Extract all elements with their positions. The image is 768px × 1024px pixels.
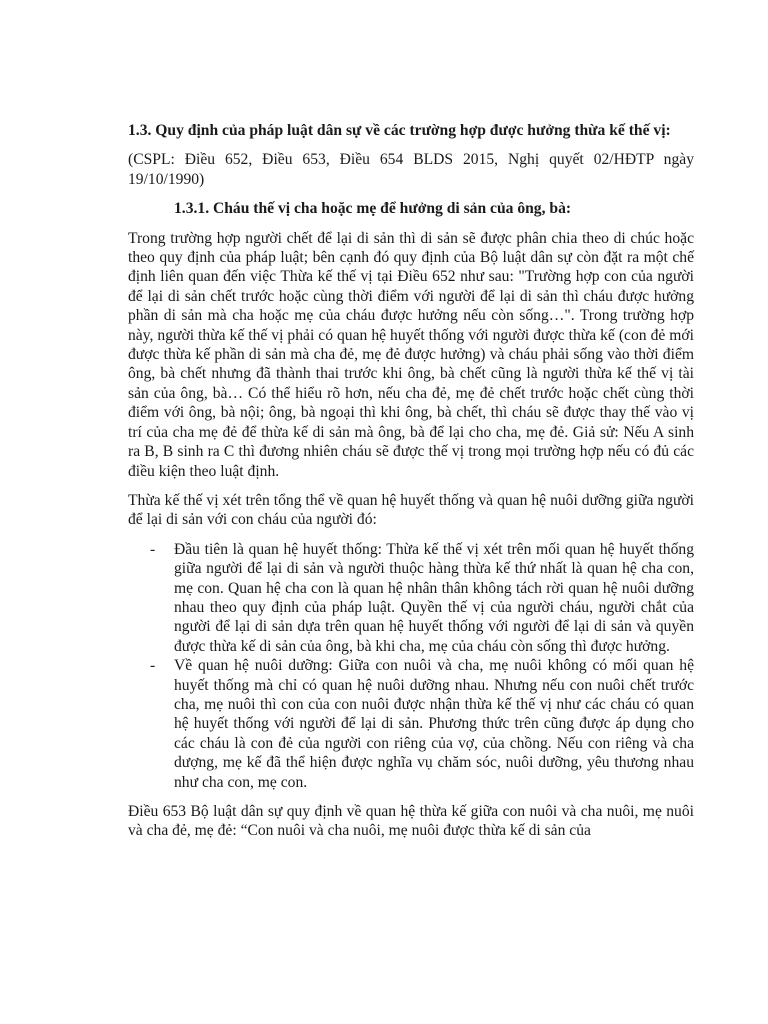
document-page — [128, 121, 694, 851]
list-bullet: - — [150, 540, 156, 558]
relationship-list — [128, 540, 694, 792]
list-item — [128, 656, 694, 792]
body-paragraph-1: Trong trường hợp người chết để lại di sản thì di sản sẽ được phân chia theo di chúc hoặc theo quy định của pháp luật; bên cạnh đó quy định của Bộ luật dân sự còn đặt ra một chế định liên quan đến việc Thừa kế thế vị tại Điều 652 như sau: "Trường hợp con của người để lại di sản chết trước hoặc cùng thời điểm với người để lại di sản thì cháu được hưởng phần di sản mà cha hoặc mẹ của cháu được hưởng nếu còn sống…". Trong trường hợp này, người thừa kế thế vị phải có quan hệ huyết thống với người được thừa kế (con đẻ mới được thừa kế phần di sản mà cha đẻ, mẹ đẻ được hưởng) và cháu phải sống vào thời điểm ông, bà chết nhưng đã thành thai trước khi ông, bà chết cũng là người thừa kế thế vị tài sản của ông, bà… Có thể hiểu rõ hơn, nếu cha đẻ, mẹ đẻ chết trước hoặc chết cùng thời điểm với ông, bà nội; ông, bà ngoại thì khi ông, bà chết, thì cháu sẽ được thay thế vào vị trí của cha mẹ đẻ để thừa kế di sản mà ông, bà để lại cho cha, mẹ đẻ. Giả sử: Nếu A sinh ra B, B sinh ra C thì đương nhiên cháu sẽ được thế vị trong mọi trường hợp nếu có đủ các điều kiện theo luật định. — [128, 229, 694, 480]
subsection-heading: 1.3.1. Cháu thế vị cha hoặc mẹ để hưởng di sản của ông, bà: — [174, 200, 572, 218]
section-heading: 1.3. Quy định của pháp luật dân sự về các trường hợp được hưởng thừa kế thế vị: — [128, 122, 671, 139]
legal-basis-note: (CSPL: Điều 652, Điều 653, Điều 654 BLDS 2015, Nghị quyết 02/HĐTP ngày 19/10/1990) — [128, 151, 694, 188]
list-bullet: - — [150, 657, 156, 675]
list-item-text: Đầu tiên là quan hệ huyết thống: Thừa kế thế vị xét trên mối quan hệ huyết thống giữa người để lại di sản và người thuộc hàng thừa kế thứ nhất là quan hệ cha con, mẹ con. Quan hệ cha con là quan hệ nhân thân không tách rời quan hệ nuôi dưỡng nhau theo quy định của pháp luật. Quyền thế vị của người cháu, người chắt của người để lại di sản dựa trên quan hệ huyết thống với người để lại di sản và quyền được thừa kế di sản của ông, bà khi cha, mẹ của cháu còn sống thì được hưởng. — [174, 540, 694, 655]
body-paragraph-3: Điều 653 Bộ luật dân sự quy định về quan hệ thừa kế giữa con nuôi và cha nuôi, mẹ nuôi và cha đẻ, mẹ đẻ: “Con nuôi và cha nuôi, mẹ nuôi được thừa kế di sản của — [128, 803, 694, 840]
body-paragraph-2: Thừa kế thế vị xét trên tổng thể về quan hệ huyết thống và quan hệ nuôi dưỡng giữa người để lại di sản với con cháu của người đó: — [128, 491, 694, 529]
list-item — [128, 540, 694, 656]
list-item-text: Về quan hệ nuôi dưỡng: Giữa con nuôi và cha, mẹ nuôi không có mối quan hệ huyết thống mà chỉ có quan hệ nuôi dưỡng nhau. Nhưng nếu con nuôi chết trước cha, mẹ nuôi thì con của con nuôi được nhận thừa kế thế vị như các cháu có quan hệ huyết thống với người để lại di sản. Phương thức trên cũng được áp dụng cho các cháu là con đẻ của người con riêng của vợ, của chồng. Nếu con riêng và cha dượng, mẹ kế đã thể hiện được nghĩa vụ chăm sóc, nuôi dưỡng, yêu thương nhau như cha con, mẹ con. — [174, 657, 694, 791]
